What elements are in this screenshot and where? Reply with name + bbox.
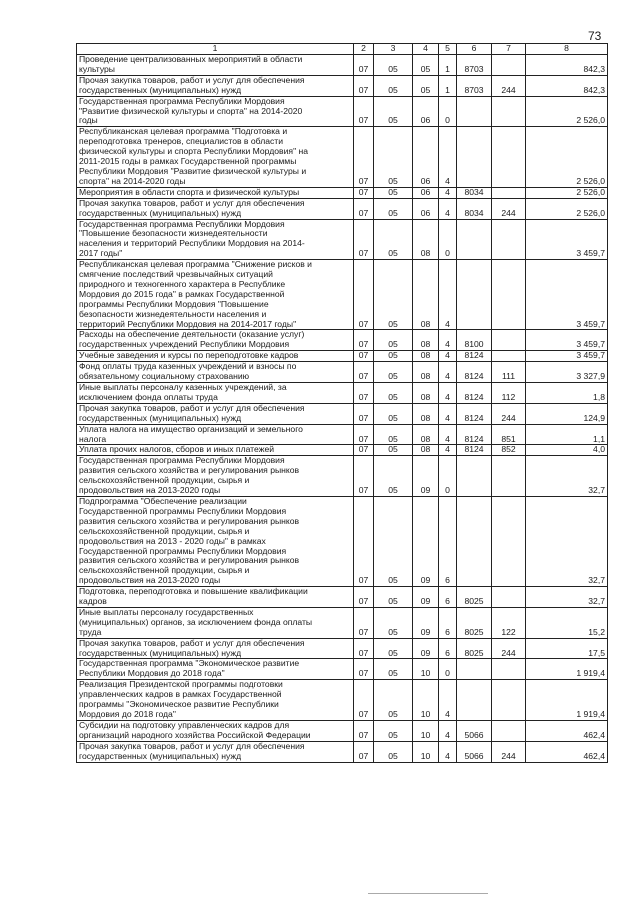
cell-code-4: 09 — [413, 607, 439, 638]
table-row — [77, 96, 608, 127]
cell-code-4: 08 — [413, 362, 439, 383]
cell-code-5: 4 — [439, 187, 457, 198]
cell-code-5: 4 — [439, 362, 457, 383]
cell-amount: 3 459,7 — [526, 351, 608, 362]
cell-description: Прочая закупка товаров, работ и услуг для обеспечения государственных (муниципальных) нужд — [77, 75, 354, 96]
cell-code-2: 07 — [354, 55, 374, 76]
cell-amount: 462,4 — [526, 741, 608, 762]
table-row — [77, 219, 608, 260]
cell-code-6 — [457, 680, 492, 721]
cell-code-4: 10 — [413, 680, 439, 721]
budget-table — [76, 43, 608, 763]
cell-amount: 3 459,7 — [526, 260, 608, 330]
table-row — [77, 680, 608, 721]
column-header: 2 — [354, 44, 374, 55]
cell-code-6: 8124 — [457, 383, 492, 404]
table-row — [77, 127, 608, 187]
cell-code-5: 6 — [439, 587, 457, 608]
cell-code-4: 08 — [413, 351, 439, 362]
cell-code-6 — [457, 659, 492, 680]
cell-code-2: 07 — [354, 330, 374, 351]
cell-code-2: 07 — [354, 403, 374, 424]
cell-amount: 2 526,0 — [526, 198, 608, 219]
cell-amount: 1,8 — [526, 383, 608, 404]
cell-code-4: 08 — [413, 403, 439, 424]
cell-code-5: 6 — [439, 638, 457, 659]
cell-code-3: 05 — [374, 445, 413, 456]
cell-code-7 — [492, 330, 526, 351]
cell-code-7 — [492, 351, 526, 362]
cell-code-3: 05 — [374, 75, 413, 96]
cell-code-3: 05 — [374, 659, 413, 680]
cell-code-7 — [492, 96, 526, 127]
cell-code-4: 10 — [413, 720, 439, 741]
column-header: 8 — [526, 44, 608, 55]
table-row — [77, 445, 608, 456]
column-header: 1 — [77, 44, 354, 55]
cell-code-7 — [492, 659, 526, 680]
cell-amount: 462,4 — [526, 720, 608, 741]
table-row — [77, 75, 608, 96]
cell-code-7: 112 — [492, 383, 526, 404]
cell-amount: 15,2 — [526, 607, 608, 638]
cell-code-4: 08 — [413, 260, 439, 330]
column-header: 3 — [374, 44, 413, 55]
cell-description: Государственная программа "Экономическое развитие Республики Мордовия до 2018 года" — [77, 659, 354, 680]
cell-amount: 17,5 — [526, 638, 608, 659]
column-header: 4 — [413, 44, 439, 55]
cell-code-7: 244 — [492, 741, 526, 762]
cell-description: Прочая закупка товаров, работ и услуг для обеспечения государственных (муниципальных) нужд — [77, 198, 354, 219]
cell-code-3: 05 — [374, 198, 413, 219]
cell-code-7: 851 — [492, 424, 526, 445]
cell-code-6 — [457, 456, 492, 497]
cell-description: Иные выплаты персоналу казенных учреждений, за исключением фонда оплаты труда — [77, 383, 354, 404]
cell-code-4: 06 — [413, 96, 439, 127]
table-row — [77, 198, 608, 219]
cell-code-3: 05 — [374, 127, 413, 187]
cell-code-2: 07 — [354, 96, 374, 127]
cell-code-4: 06 — [413, 198, 439, 219]
column-header: 7 — [492, 44, 526, 55]
cell-code-3: 05 — [374, 587, 413, 608]
table-row — [77, 741, 608, 762]
cell-code-4: 09 — [413, 587, 439, 608]
cell-code-5: 4 — [439, 403, 457, 424]
cell-amount: 2 526,0 — [526, 187, 608, 198]
cell-code-2: 07 — [354, 351, 374, 362]
cell-code-6: 8025 — [457, 587, 492, 608]
table-row — [77, 351, 608, 362]
cell-code-3: 05 — [374, 330, 413, 351]
cell-code-6 — [457, 127, 492, 187]
cell-code-7: 244 — [492, 403, 526, 424]
cell-code-5: 4 — [439, 330, 457, 351]
cell-code-5: 4 — [439, 127, 457, 187]
cell-code-3: 05 — [374, 219, 413, 260]
table-row — [77, 187, 608, 198]
cell-code-2: 07 — [354, 187, 374, 198]
cell-code-3: 05 — [374, 741, 413, 762]
cell-code-7: 244 — [492, 75, 526, 96]
cell-code-4: 10 — [413, 659, 439, 680]
cell-code-6: 5066 — [457, 741, 492, 762]
cell-code-2: 07 — [354, 659, 374, 680]
cell-description: Республиканская целевая программа "Снижение рисков и смягчение последствий чрезвычайных ситуаций природного и техногенного характера в Республике Мордовия до 2015 года" в рамках Государственной программы Республики Мордовия "Повышение безопасности жизнедеятельности населения и территорий Республики Мордовия на 2014-2017 годы" — [77, 260, 354, 330]
cell-code-5: 0 — [439, 456, 457, 497]
cell-code-3: 05 — [374, 638, 413, 659]
cell-description: Мероприятия в области спорта и физической культуры — [77, 187, 354, 198]
cell-code-2: 07 — [354, 424, 374, 445]
cell-description: Прочая закупка товаров, работ и услуг для обеспечения государственных (муниципальных) нужд — [77, 741, 354, 762]
cell-code-4: 08 — [413, 330, 439, 351]
cell-amount: 2 526,0 — [526, 96, 608, 127]
cell-code-2: 07 — [354, 456, 374, 497]
cell-code-2: 07 — [354, 219, 374, 260]
cell-amount: 3 459,7 — [526, 219, 608, 260]
cell-code-6: 8034 — [457, 198, 492, 219]
cell-code-5: 6 — [439, 496, 457, 586]
cell-code-2: 07 — [354, 607, 374, 638]
cell-code-6: 8124 — [457, 362, 492, 383]
cell-code-6 — [457, 96, 492, 127]
cell-code-7 — [492, 587, 526, 608]
cell-code-2: 07 — [354, 362, 374, 383]
table-row — [77, 383, 608, 404]
cell-amount: 1 919,4 — [526, 680, 608, 721]
table-row — [77, 638, 608, 659]
cell-code-7 — [492, 219, 526, 260]
cell-code-4: 08 — [413, 219, 439, 260]
cell-description: Проведение централизованных мероприятий в области культуры — [77, 55, 354, 76]
table-row — [77, 55, 608, 76]
cell-code-5: 4 — [439, 424, 457, 445]
cell-code-7 — [492, 55, 526, 76]
header-row — [77, 44, 608, 55]
cell-code-5: 4 — [439, 383, 457, 404]
cell-code-6: 8100 — [457, 330, 492, 351]
cell-code-6: 8025 — [457, 638, 492, 659]
cell-code-3: 05 — [374, 720, 413, 741]
cell-code-4: 05 — [413, 75, 439, 96]
cell-code-7: 244 — [492, 198, 526, 219]
cell-code-5: 4 — [439, 680, 457, 721]
cell-description: Иные выплаты персоналу государственных (муниципальных) органов, за исключением фонда оплаты труда — [77, 607, 354, 638]
cell-amount: 32,7 — [526, 456, 608, 497]
cell-code-6: 5066 — [457, 720, 492, 741]
cell-amount: 124,9 — [526, 403, 608, 424]
cell-code-3: 05 — [374, 96, 413, 127]
cell-description: Учебные заведения и курсы по переподготовке кадров — [77, 351, 354, 362]
cell-code-5: 6 — [439, 607, 457, 638]
cell-code-5: 4 — [439, 741, 457, 762]
column-header: 5 — [439, 44, 457, 55]
cell-amount: 32,7 — [526, 496, 608, 586]
cell-code-5: 4 — [439, 720, 457, 741]
cell-description: Государственная программа Республики Мордовия "Развитие физической культуры и спорта" на 2014-2020 годы — [77, 96, 354, 127]
table-row — [77, 424, 608, 445]
cell-code-4: 08 — [413, 445, 439, 456]
cell-code-2: 07 — [354, 638, 374, 659]
table-row — [77, 403, 608, 424]
cell-code-3: 05 — [374, 403, 413, 424]
cell-code-5: 1 — [439, 75, 457, 96]
cell-code-7: 852 — [492, 445, 526, 456]
cell-code-3: 05 — [374, 424, 413, 445]
cell-code-3: 05 — [374, 55, 413, 76]
cell-description: Расходы на обеспечение деятельности (оказание услуг) государственных учреждений Республики Мордовия — [77, 330, 354, 351]
cell-code-7 — [492, 496, 526, 586]
cell-description: Фонд оплаты труда казенных учреждений и взносы по обязательному социальному страхованию — [77, 362, 354, 383]
cell-description: Субсидии на подготовку управленческих кадров для организаций народного хозяйства Российской Федерации — [77, 720, 354, 741]
table-body — [77, 55, 608, 763]
cell-code-4: 09 — [413, 496, 439, 586]
cell-amount: 842,3 — [526, 75, 608, 96]
cell-code-2: 07 — [354, 383, 374, 404]
table-row — [77, 362, 608, 383]
cell-amount: 1 919,4 — [526, 659, 608, 680]
cell-code-6: 8034 — [457, 187, 492, 198]
cell-code-2: 07 — [354, 445, 374, 456]
cell-code-4: 09 — [413, 456, 439, 497]
cell-code-4: 06 — [413, 187, 439, 198]
table-row — [77, 456, 608, 497]
cell-amount: 3 459,7 — [526, 330, 608, 351]
cell-code-5: 1 — [439, 55, 457, 76]
cell-code-7 — [492, 187, 526, 198]
cell-code-6: 8124 — [457, 351, 492, 362]
cell-code-7 — [492, 127, 526, 187]
cell-description: Подготовка, переподготовка и повышение квалификации кадров — [77, 587, 354, 608]
table-row — [77, 330, 608, 351]
cell-code-2: 07 — [354, 741, 374, 762]
cell-code-4: 08 — [413, 383, 439, 404]
cell-description: Реализация Президентской программы подготовки управленческих кадров в рамках Государственной программы "Экономическое развитие Республики Мордовия до 2018 года" — [77, 680, 354, 721]
cell-code-5: 4 — [439, 445, 457, 456]
cell-code-5: 4 — [439, 260, 457, 330]
page-number: 73 — [588, 29, 602, 43]
cell-code-6: 8703 — [457, 55, 492, 76]
cell-code-3: 05 — [374, 456, 413, 497]
cell-code-2: 07 — [354, 587, 374, 608]
cell-amount: 842,3 — [526, 55, 608, 76]
table-row — [77, 720, 608, 741]
cell-code-6: 8124 — [457, 445, 492, 456]
scan-edge-line — [368, 893, 488, 894]
cell-code-2: 07 — [354, 720, 374, 741]
cell-code-3: 05 — [374, 496, 413, 586]
cell-code-5: 4 — [439, 198, 457, 219]
cell-description: Республиканская целевая программа "Подготовка и переподготовка тренеров, специалистов в области физической культуры и спорта Республики Мордовия" на 2011-2015 годы в рамках Государственной программы Республики Мордовия "Развитие физической культуры и спорта" на 2014-2020 годы — [77, 127, 354, 187]
cell-code-6: 8124 — [457, 424, 492, 445]
cell-code-7: 122 — [492, 607, 526, 638]
cell-code-6: 8025 — [457, 607, 492, 638]
cell-code-4: 06 — [413, 127, 439, 187]
cell-code-7 — [492, 260, 526, 330]
cell-code-2: 07 — [354, 127, 374, 187]
table-row — [77, 260, 608, 330]
cell-description: Государственная программа Республики Мордовия "Повышение безопасности жизнедеятельности населения и территорий Республики Мордовия на 2014- 2017 годы" — [77, 219, 354, 260]
cell-amount: 3 327,9 — [526, 362, 608, 383]
cell-description: Государственная программа Республики Мордовия развития сельского хозяйства и регулирования рынков сельскохозяйственной продукции, сырья и продовольствия на 2013-2020 годы — [77, 456, 354, 497]
cell-code-4: 05 — [413, 55, 439, 76]
cell-code-4: 08 — [413, 424, 439, 445]
cell-description: Прочая закупка товаров, работ и услуг для обеспечения государственных (муниципальных) нужд — [77, 638, 354, 659]
cell-code-3: 05 — [374, 351, 413, 362]
cell-code-5: 0 — [439, 96, 457, 127]
cell-code-6 — [457, 219, 492, 260]
cell-code-3: 05 — [374, 362, 413, 383]
cell-code-4: 09 — [413, 638, 439, 659]
column-header: 6 — [457, 44, 492, 55]
cell-description: Подпрограмма "Обеспечение реализации Государственной программы Республики Мордовия развития сельского хозяйства и регулирования рынков сельскохозяйственной продукции, сырья и продовольствия на 2013 - 2020 годы" в рамках Государственной программы Республики Мордовия развития сельского хозяйства и регулирования рынков сельскохозяйственной продукции, сырья и продовольствия на 2013-2020 годы — [77, 496, 354, 586]
cell-code-2: 07 — [354, 496, 374, 586]
cell-code-3: 05 — [374, 383, 413, 404]
cell-amount: 32,7 — [526, 587, 608, 608]
cell-code-6: 8124 — [457, 403, 492, 424]
cell-code-3: 05 — [374, 260, 413, 330]
cell-code-5: 0 — [439, 659, 457, 680]
cell-code-5: 4 — [439, 351, 457, 362]
cell-amount: 4,0 — [526, 445, 608, 456]
cell-code-2: 07 — [354, 75, 374, 96]
cell-code-6 — [457, 496, 492, 586]
cell-code-3: 05 — [374, 680, 413, 721]
table-row — [77, 587, 608, 608]
cell-code-7 — [492, 456, 526, 497]
cell-code-4: 10 — [413, 741, 439, 762]
cell-amount: 2 526,0 — [526, 127, 608, 187]
cell-code-6 — [457, 260, 492, 330]
cell-code-6: 8703 — [457, 75, 492, 96]
cell-code-2: 07 — [354, 260, 374, 330]
cell-description: Уплата прочих налогов, сборов и иных платежей — [77, 445, 354, 456]
cell-code-7: 111 — [492, 362, 526, 383]
cell-code-5: 0 — [439, 219, 457, 260]
cell-description: Прочая закупка товаров, работ и услуг для обеспечения государственных (муниципальных) нужд — [77, 403, 354, 424]
cell-code-3: 05 — [374, 607, 413, 638]
cell-amount: 1,1 — [526, 424, 608, 445]
table-row — [77, 607, 608, 638]
cell-code-2: 07 — [354, 680, 374, 721]
cell-code-7 — [492, 720, 526, 741]
table-row — [77, 496, 608, 586]
cell-description: Уплата налога на имущество организаций и земельного налога — [77, 424, 354, 445]
cell-code-7 — [492, 680, 526, 721]
table-row — [77, 659, 608, 680]
cell-code-7: 244 — [492, 638, 526, 659]
cell-code-2: 07 — [354, 198, 374, 219]
cell-code-3: 05 — [374, 187, 413, 198]
